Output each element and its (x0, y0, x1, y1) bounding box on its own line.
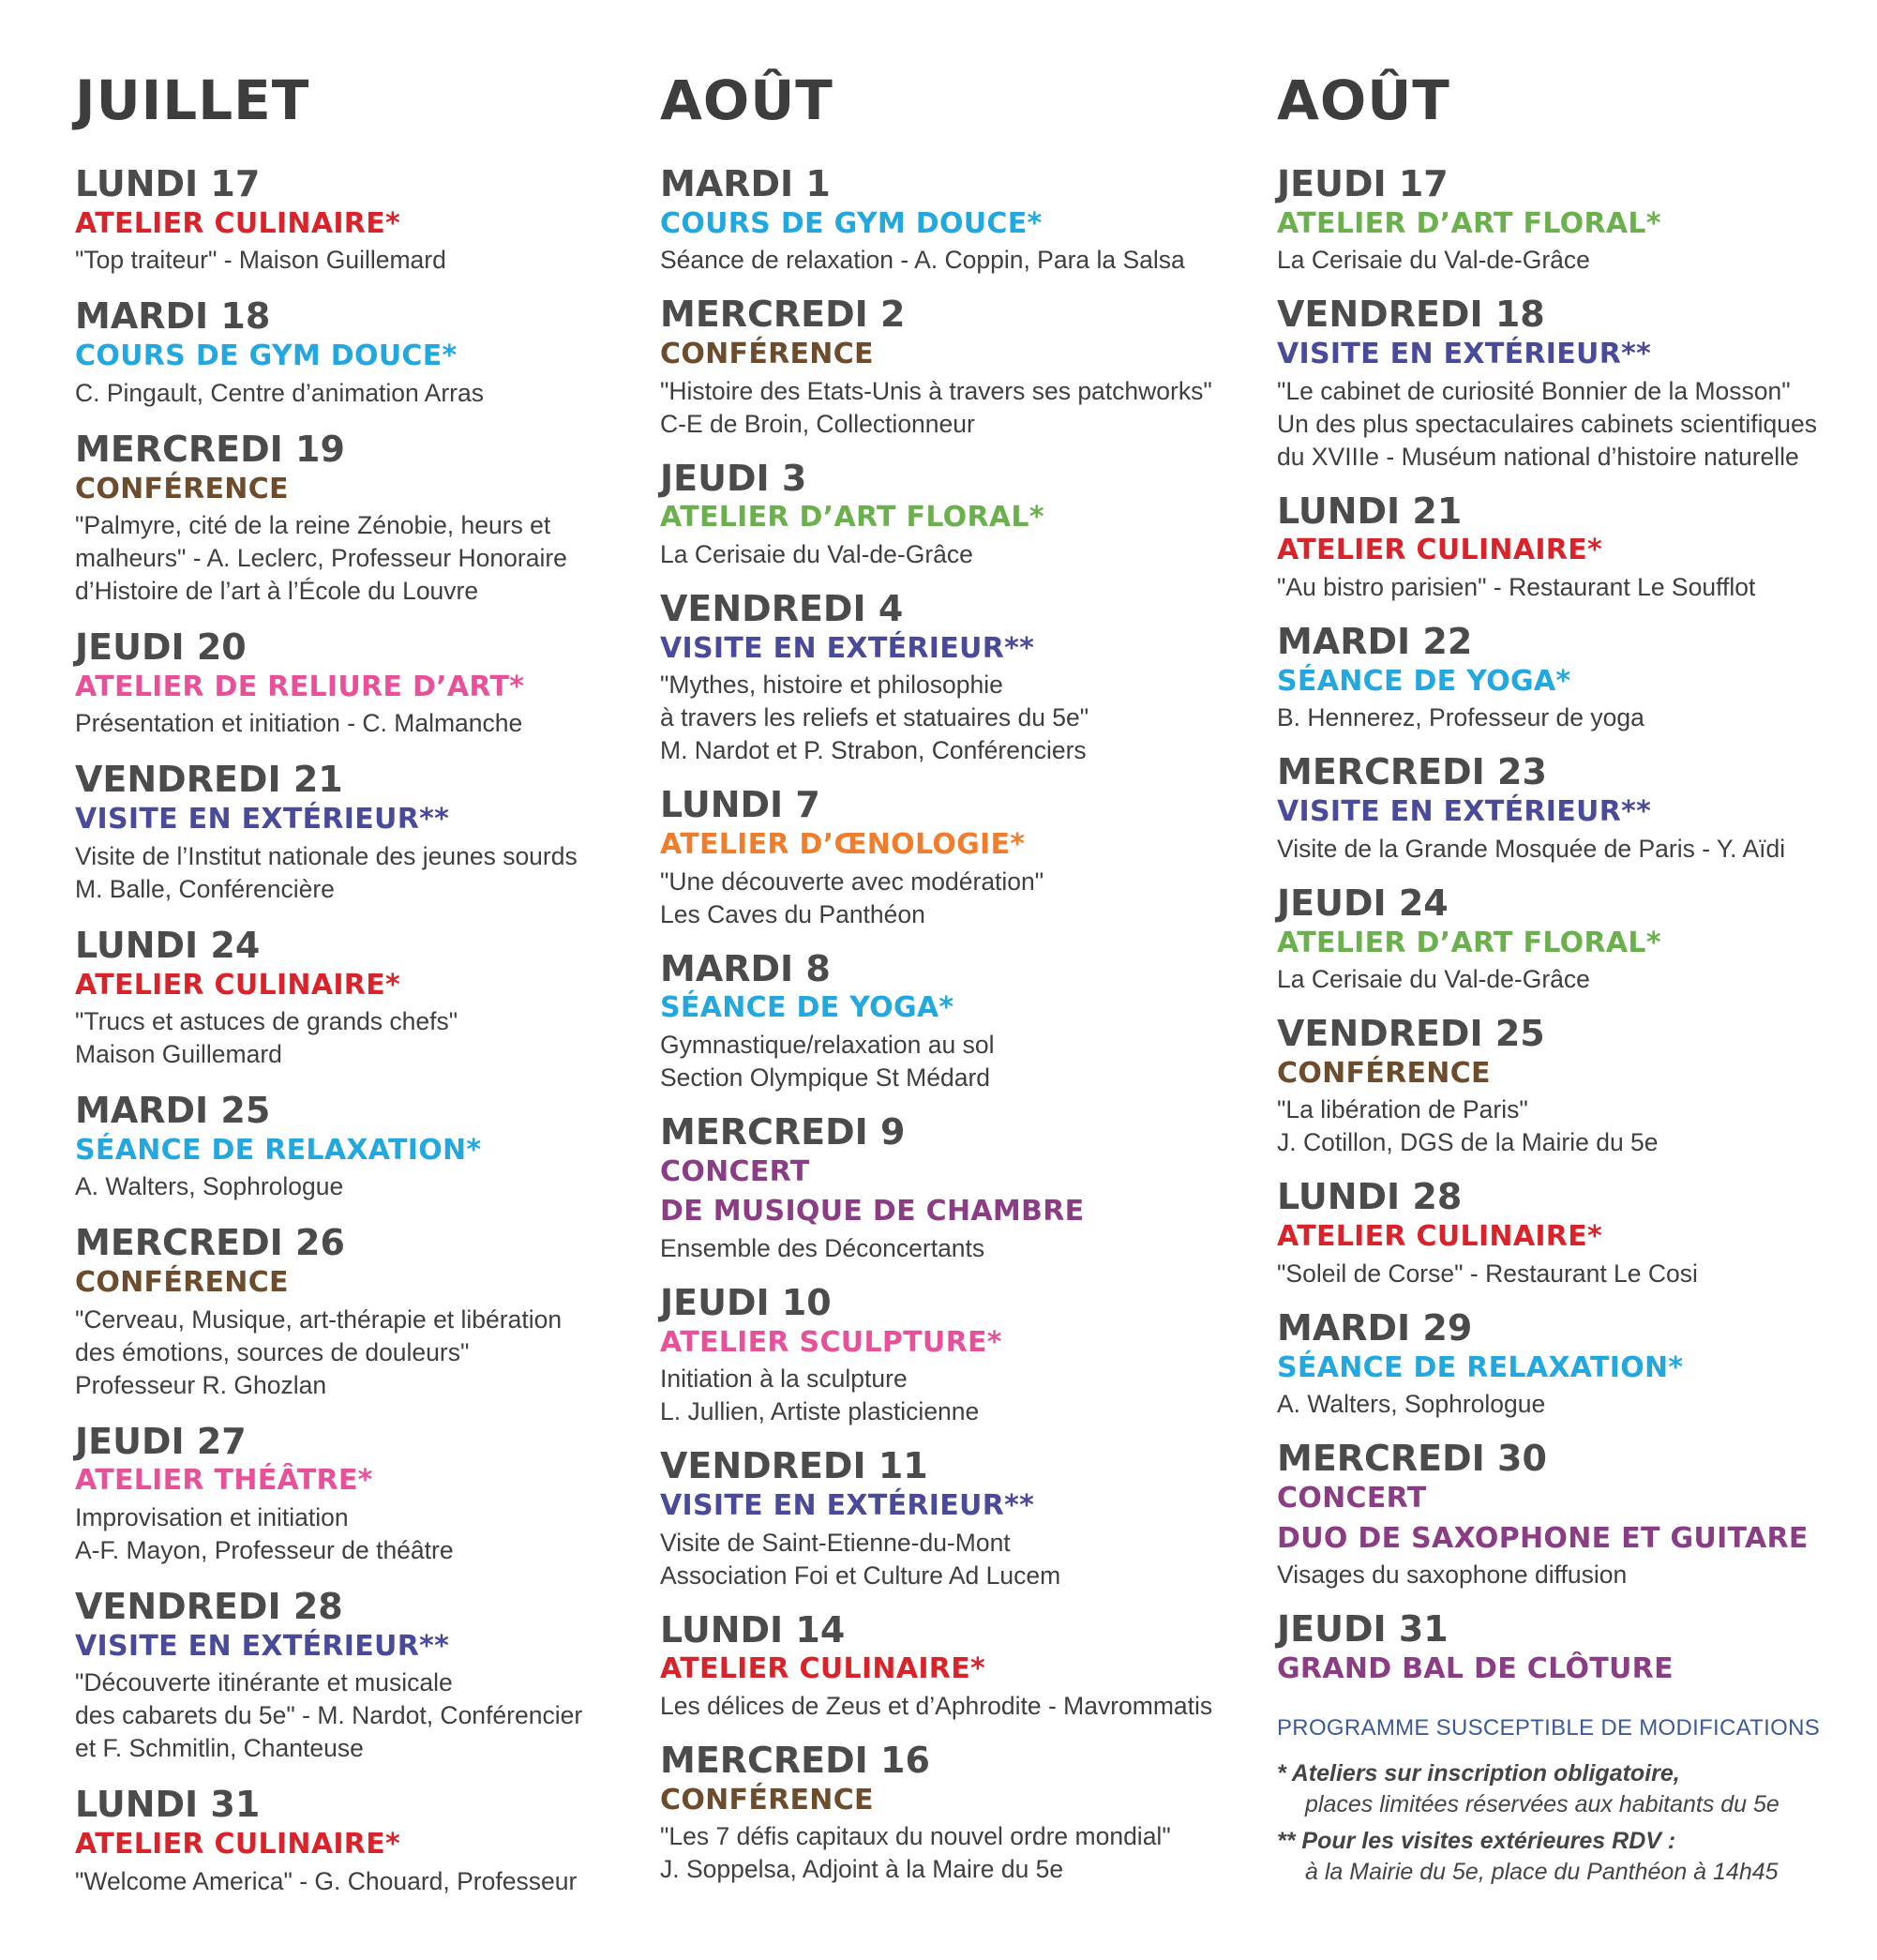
description-line: Séance de relaxation - A. Coppin, Para la Salsa (660, 246, 1185, 275)
description-line: Ensemble des Déconcertants (660, 1233, 985, 1262)
event-day: LUNDI 28 (1277, 1176, 1463, 1218)
footnote-title: * Ateliers sur inscription obligatoire, (1277, 1760, 1680, 1787)
event-day: MERCREDI 19 (75, 428, 345, 470)
event-type: ATELIER D’ART FLORAL* (1277, 926, 1661, 959)
event-entry (75, 628, 638, 740)
event-description (75, 1304, 638, 1402)
event-entry (1277, 884, 1858, 996)
description-line: A. Walters, Sophrologue (1277, 1390, 1546, 1419)
event-entry (1277, 492, 1858, 604)
description-line: Improvisation et initiation (75, 1503, 349, 1532)
description-line: M. Nardot et P. Strabon, Conférenciers (660, 736, 1087, 765)
description-line: malheurs" - A. Leclerc, Professeur Honoraire (75, 544, 567, 573)
event-type: ATELIER THÉÂTRE* (75, 1464, 373, 1498)
description-line: du XVIIIe - Muséum national d’histoire naturelle (1277, 442, 1799, 471)
event-description (1277, 244, 1858, 277)
description-line: Initiation à la sculpture (660, 1364, 908, 1394)
description-line: "Une découverte avec modération" (660, 867, 1044, 896)
event-day: JEUDI 31 (1277, 1608, 1449, 1651)
description-line: "Palmyre, cité de la reine Zénobie, heurs et (75, 511, 551, 540)
description-line: Association Foi et Culture Ad Lucem (660, 1560, 1061, 1590)
description-line: La Cerisaie du Val-de-Grâce (1277, 965, 1590, 994)
event-day: MARDI 29 (1277, 1306, 1473, 1349)
event-type: ATELIER CULINAIRE* (1277, 1220, 1602, 1254)
description-line: "Au bistro parisien" - Restaurant Le Soufflot (1277, 573, 1756, 602)
description-line: A-F. Mayon, Professeur de théâtre (75, 1536, 454, 1565)
event-description (75, 1666, 638, 1765)
event-type: ATELIER SCULPTURE* (660, 1325, 1002, 1359)
description-line: Visite de la Grande Mosquée de Paris - Y. Aïdi (1277, 834, 1786, 863)
event-list (75, 165, 638, 1898)
description-line: Un des plus spectaculaires cabinets scientifiques (1277, 409, 1817, 438)
event-description (1277, 701, 1858, 734)
event-type: CONCERT (1277, 1481, 1427, 1515)
description-line: J. Soppelsa, Adjoint à la Maire du 5e (660, 1855, 1064, 1884)
description-line: "Les 7 défis capitaux du nouvel ordre mondial" (660, 1822, 1171, 1851)
description-line: "Histoire des Etats-Unis à travers ses patchworks" (660, 376, 1212, 405)
description-line: Présentation et initiation - C. Malmanche (75, 709, 523, 738)
description-line: "Le cabinet de curiosité Bonnier de la Mosson" (1277, 376, 1791, 405)
event-description (660, 375, 1241, 441)
event-entry (75, 1224, 638, 1401)
event-day: MARDI 8 (660, 947, 831, 989)
event-description (660, 866, 1241, 931)
event-type: VISITE EN EXTÉRIEUR** (660, 1489, 1035, 1523)
event-entry (660, 1447, 1241, 1591)
event-day: LUNDI 31 (75, 1784, 261, 1826)
event-entry (75, 165, 638, 277)
description-line: et F. Schmitlin, Chanteuse (75, 1734, 364, 1763)
description-line: "Mythes, histoire et philosophie (660, 671, 1003, 700)
event-day: JEUDI 17 (1277, 163, 1449, 204)
footnote-body: places limitées réservées aux habitants du 5e (1305, 1791, 1779, 1818)
event-description (1277, 1258, 1858, 1290)
event-description (1277, 571, 1858, 604)
event-type: ATELIER D’ART FLORAL* (1277, 206, 1661, 240)
event-type-continued: DE MUSIQUE DE CHAMBRE (660, 1195, 1085, 1229)
event-description (660, 1690, 1241, 1723)
event-description (660, 1820, 1241, 1886)
event-day: JEUDI 24 (1277, 882, 1449, 924)
description-line: La Cerisaie du Val-de-Grâce (1277, 246, 1590, 275)
event-type: ATELIER CULINAIRE* (660, 1652, 985, 1686)
event-type: CONCERT (660, 1154, 810, 1188)
event-type: CONFÉRENCE (660, 1783, 874, 1817)
event-entry (660, 590, 1241, 767)
month-heading: JUILLET (75, 68, 310, 132)
event-entry (1277, 1440, 1858, 1591)
event-entry (1277, 1178, 1858, 1289)
footnote-visites (1277, 1826, 1858, 1888)
event-day: MERCREDI 16 (660, 1739, 930, 1781)
description-line: B. Hennerez, Professeur de yoga (1277, 703, 1644, 732)
event-list (1277, 165, 1858, 1689)
event-entry (75, 1786, 638, 1897)
event-description (75, 707, 638, 740)
event-entry (75, 430, 638, 608)
event-description (660, 1527, 1241, 1592)
event-day: JEUDI 10 (660, 1281, 832, 1323)
event-entry (660, 1608, 1241, 1723)
event-type: ATELIER D’ART FLORAL* (660, 501, 1044, 535)
description-line: C-E de Broin, Collectionneur (660, 409, 975, 438)
description-line: La Cerisaie du Val-de-Grâce (660, 540, 973, 569)
event-type: COURS DE GYM DOUCE* (75, 339, 458, 373)
event-type: ATELIER DE RELIURE D’ART* (75, 670, 525, 703)
description-line: Maison Guillemard (75, 1040, 282, 1069)
event-type: ATELIER CULINAIRE* (75, 1828, 400, 1862)
description-line: C. Pingault, Centre d’animation Arras (75, 378, 484, 407)
event-entry (75, 1588, 638, 1765)
event-description (1277, 1388, 1858, 1421)
event-day: MERCREDI 30 (1277, 1438, 1547, 1480)
event-day: LUNDI 21 (1277, 490, 1463, 532)
event-description (75, 509, 638, 608)
description-line: Les délices de Zeus et d’Aphrodite - Mavrommatis (660, 1692, 1213, 1720)
event-description (75, 1170, 638, 1203)
event-type: CONFÉRENCE (660, 338, 874, 371)
event-day: VENDREDI 11 (660, 1445, 928, 1487)
description-line: Visite de l’Institut nationale des jeunes sourds (75, 841, 578, 870)
event-description (75, 1865, 638, 1898)
event-day: JEUDI 3 (660, 457, 807, 499)
event-type: SÉANCE DE YOGA* (1277, 664, 1571, 698)
event-type: VISITE EN EXTÉRIEUR** (75, 1629, 450, 1663)
footnote-body: à la Mairie du 5e, place du Panthéon à 14h45 (1305, 1859, 1779, 1886)
event-day: VENDREDI 21 (75, 759, 343, 801)
event-type: COURS DE GYM DOUCE* (660, 206, 1043, 240)
month-heading: AOÛT (1277, 68, 1450, 132)
event-day: JEUDI 27 (75, 1420, 247, 1462)
event-day: MARDI 25 (75, 1090, 271, 1132)
event-description (660, 1363, 1241, 1428)
description-line: J. Cotillon, DGS de la Mairie du 5e (1277, 1128, 1659, 1157)
description-line: A. Walters, Sophrologue (75, 1172, 344, 1201)
column-aout-2 (1277, 68, 1858, 1888)
event-entry (1277, 1610, 1858, 1689)
event-type: VISITE EN EXTÉRIEUR** (660, 631, 1035, 665)
programme-notice: PROGRAMME SUSCEPTIBLE DE MODIFICATIONS (1277, 1715, 1821, 1741)
event-entry (75, 924, 638, 1071)
description-line: à travers les reliefs et statuaires du 5e" (660, 703, 1089, 732)
event-day: VENDREDI 4 (660, 588, 904, 630)
event-type: CONFÉRENCE (75, 1266, 289, 1300)
event-description (1277, 963, 1858, 996)
footnote-title: ** Pour les visites extérieures RDV : (1277, 1828, 1676, 1855)
event-type: ATELIER D’ŒNOLOGIE* (660, 828, 1026, 862)
event-type: SÉANCE DE YOGA* (660, 991, 954, 1025)
description-line: "Soleil de Corse" - Restaurant Le Cosi (1277, 1259, 1698, 1288)
event-day: VENDREDI 28 (75, 1586, 343, 1628)
event-entry (75, 1420, 638, 1567)
column-aout-1 (660, 68, 1241, 1905)
event-description (1277, 1093, 1858, 1159)
event-description (660, 244, 1241, 277)
event-type: ATELIER CULINAIRE* (75, 968, 400, 1002)
description-line: Professeur R. Ghozlan (75, 1370, 327, 1399)
event-type-continued: DUO DE SAXOPHONE ET GUITARE (1277, 1521, 1809, 1555)
event-description (1277, 1559, 1858, 1591)
event-day: MERCREDI 9 (660, 1111, 906, 1153)
event-type: CONFÉRENCE (1277, 1056, 1491, 1090)
event-day: LUNDI 14 (660, 1608, 846, 1651)
event-entry (75, 297, 638, 409)
event-entry (75, 1092, 638, 1203)
description-line: L. Jullien, Artiste plasticienne (660, 1397, 980, 1426)
event-entry (1277, 753, 1858, 865)
event-day: VENDREDI 18 (1277, 294, 1545, 336)
event-day: MERCREDI 26 (75, 1222, 345, 1264)
event-type: VISITE EN EXTÉRIEUR** (75, 803, 450, 837)
description-line: Gymnastique/relaxation au sol (660, 1031, 995, 1060)
event-type: ATELIER CULINAIRE* (1277, 534, 1602, 567)
event-entry (75, 761, 638, 905)
event-entry (660, 457, 1241, 571)
event-type: CONFÉRENCE (75, 472, 289, 505)
description-line: des cabarets du 5e" - M. Nardot, Conférencier (75, 1701, 583, 1730)
event-entry (660, 295, 1241, 440)
event-entry (1277, 1306, 1858, 1421)
event-entry (1277, 165, 1858, 277)
description-line: "Trucs et astuces de grands chefs" (75, 1007, 458, 1036)
description-line: M. Balle, Conférencière (75, 874, 335, 903)
column-juillet (75, 68, 638, 1919)
event-day: MERCREDI 23 (1277, 751, 1547, 793)
event-day: LUNDI 7 (660, 784, 820, 826)
event-day: VENDREDI 25 (1277, 1013, 1545, 1055)
event-entry (660, 947, 1241, 1094)
description-line: "Top traiteur" - Maison Guillemard (75, 246, 446, 275)
event-day: MERCREDI 2 (660, 294, 906, 336)
description-line: "La libération de Paris" (1277, 1095, 1528, 1124)
event-day: MARDI 22 (1277, 621, 1473, 663)
description-line: "Cerveau, Musique, art-thérapie et libération (75, 1304, 563, 1334)
description-line: "Welcome America" - G. Chouard, Professeur (75, 1866, 578, 1895)
event-entry (660, 786, 1241, 930)
event-day: MARDI 1 (660, 163, 831, 204)
event-day: LUNDI 17 (75, 163, 261, 204)
event-description (75, 1005, 638, 1071)
event-type: VISITE EN EXTÉRIEUR** (1277, 795, 1652, 829)
event-type: SÉANCE DE RELAXATION* (1277, 1350, 1684, 1384)
event-entry (660, 1741, 1241, 1886)
event-entry (1277, 1015, 1858, 1159)
event-description (1277, 833, 1858, 866)
description-line: Visite de Saint-Etienne-du-Mont (660, 1528, 1011, 1557)
event-description (660, 1029, 1241, 1094)
event-type: SÉANCE DE RELAXATION* (75, 1133, 482, 1167)
event-description (75, 840, 638, 906)
event-description (1277, 375, 1858, 474)
footnote-ateliers (1277, 1758, 1858, 1820)
description-line: Visages du saxophone diffusion (1277, 1560, 1628, 1590)
event-type: GRAND BAL DE CLÔTURE (1277, 1651, 1674, 1685)
event-description (660, 538, 1241, 571)
event-type: ATELIER CULINAIRE* (75, 206, 400, 240)
event-description (75, 377, 638, 410)
event-entry (660, 1113, 1241, 1265)
event-day: LUNDI 24 (75, 924, 261, 966)
description-line: Les Caves du Panthéon (660, 899, 925, 928)
event-entry (1277, 623, 1858, 734)
event-entry (1277, 295, 1858, 473)
description-line: Section Olympique St Médard (660, 1063, 991, 1093)
event-entry (660, 1281, 1241, 1428)
month-heading: AOÛT (660, 68, 833, 132)
description-line: "Découverte itinérante et musicale (75, 1668, 453, 1697)
event-type: VISITE EN EXTÉRIEUR** (1277, 338, 1652, 371)
event-list (660, 165, 1241, 1886)
description-line: des émotions, sources de douleurs" (75, 1337, 470, 1366)
event-description (660, 1232, 1241, 1265)
event-description (75, 1501, 638, 1567)
event-day: JEUDI 20 (75, 626, 247, 669)
event-description (75, 244, 638, 277)
event-day: MARDI 18 (75, 295, 271, 338)
event-description (660, 669, 1241, 767)
description-line: d’Histoire de l’art à l’École du Louvre (75, 577, 479, 606)
event-entry (660, 165, 1241, 277)
